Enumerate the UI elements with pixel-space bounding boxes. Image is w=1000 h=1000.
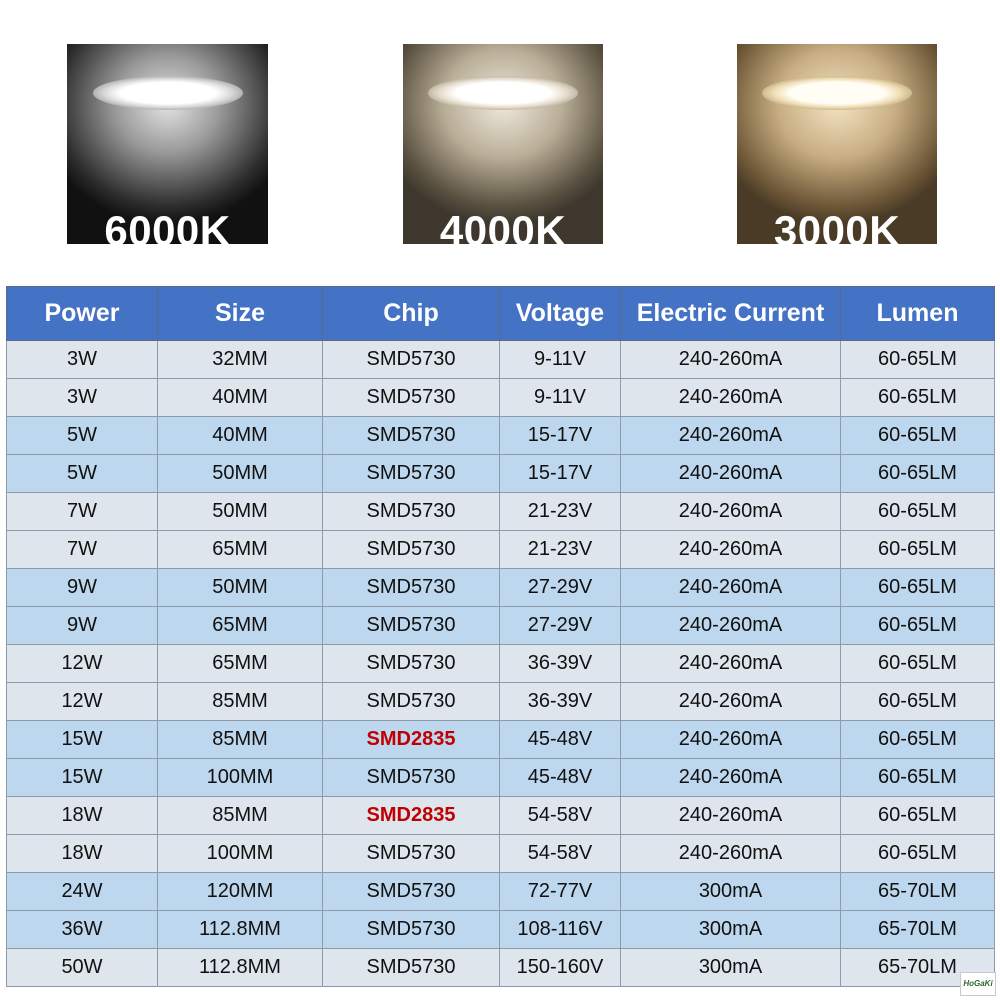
size-cell: 85MM [158, 683, 323, 721]
power-cell: 5W [7, 417, 158, 455]
table-row [7, 493, 995, 531]
header-chip: Chip [323, 287, 500, 341]
power-cell: 15W [7, 759, 158, 797]
downlight-ring [428, 76, 578, 110]
lumen-cell: 60-65LM [841, 417, 995, 455]
lumen-cell: 60-65LM [841, 759, 995, 797]
voltage-cell: 9-11V [500, 341, 621, 379]
voltage-cell: 15-17V [500, 455, 621, 493]
table-row [7, 949, 995, 987]
lumen-cell: 60-65LM [841, 493, 995, 531]
table-row [7, 721, 995, 759]
chip-cell: SMD5730 [323, 455, 500, 493]
size-cell: 120MM [158, 873, 323, 911]
size-cell: 40MM [158, 417, 323, 455]
panel-4000k [403, 44, 603, 244]
lumen-cell: 60-65LM [841, 531, 995, 569]
power-cell: 7W [7, 531, 158, 569]
size-cell: 65MM [158, 645, 323, 683]
voltage-cell: 45-48V [500, 721, 621, 759]
lumen-cell: 60-65LM [841, 607, 995, 645]
voltage-cell: 15-17V [500, 417, 621, 455]
lumen-cell: 60-65LM [841, 797, 995, 835]
panel-6000k [67, 44, 268, 244]
lumen-cell: 60-65LM [841, 455, 995, 493]
current-cell: 300mA [621, 911, 841, 949]
header-electric-current: Electric Current [621, 287, 841, 341]
chip-cell: SMD5730 [323, 873, 500, 911]
current-cell: 240-260mA [621, 493, 841, 531]
lumen-cell: 60-65LM [841, 683, 995, 721]
lumen-cell: 60-65LM [841, 569, 995, 607]
voltage-cell: 21-23V [500, 493, 621, 531]
lumen-cell: 65-70LM [841, 911, 995, 949]
table-row [7, 835, 995, 873]
voltage-cell: 36-39V [500, 645, 621, 683]
current-cell: 240-260mA [621, 607, 841, 645]
chip-cell: SMD5730 [323, 493, 500, 531]
chip-cell: SMD5730 [323, 645, 500, 683]
voltage-cell: 108-116V [500, 911, 621, 949]
chip-cell: SMD2835 [323, 721, 500, 759]
power-cell: 24W [7, 873, 158, 911]
size-cell: 100MM [158, 759, 323, 797]
power-cell: 18W [7, 835, 158, 873]
size-cell: 112.8MM [158, 911, 323, 949]
power-cell: 3W [7, 341, 158, 379]
size-cell: 50MM [158, 569, 323, 607]
chip-cell: SMD5730 [323, 949, 500, 987]
downlight-ring [762, 76, 912, 110]
table-body [7, 341, 995, 987]
size-cell: 65MM [158, 607, 323, 645]
voltage-cell: 27-29V [500, 569, 621, 607]
table-row [7, 607, 995, 645]
power-cell: 36W [7, 911, 158, 949]
current-cell: 240-260mA [621, 683, 841, 721]
voltage-cell: 21-23V [500, 531, 621, 569]
chip-cell: SMD5730 [323, 569, 500, 607]
power-cell: 9W [7, 607, 158, 645]
table-row [7, 341, 995, 379]
voltage-cell: 54-58V [500, 797, 621, 835]
table-row [7, 873, 995, 911]
table-row [7, 759, 995, 797]
panel-6000k-label: 6000K [104, 207, 231, 244]
current-cell: 300mA [621, 949, 841, 987]
voltage-cell: 36-39V [500, 683, 621, 721]
size-cell: 50MM [158, 493, 323, 531]
header-lumen: Lumen [841, 287, 995, 341]
chip-cell: SMD5730 [323, 341, 500, 379]
voltage-cell: 9-11V [500, 379, 621, 417]
size-cell: 32MM [158, 341, 323, 379]
chip-cell: SMD5730 [323, 759, 500, 797]
current-cell: 240-260mA [621, 759, 841, 797]
power-cell: 12W [7, 683, 158, 721]
panel-3000k-label: 3000K [773, 207, 901, 244]
lumen-cell: 65-70LM [841, 873, 995, 911]
current-cell: 240-260mA [621, 835, 841, 873]
current-cell: 240-260mA [621, 455, 841, 493]
lumen-cell: 65-70LM [841, 949, 995, 987]
lumen-cell: 60-65LM [841, 645, 995, 683]
current-cell: 240-260mA [621, 417, 841, 455]
chip-cell: SMD2835 [323, 797, 500, 835]
current-cell: 240-260mA [621, 569, 841, 607]
voltage-cell: 150-160V [500, 949, 621, 987]
spec-table [6, 286, 995, 987]
size-cell: 65MM [158, 531, 323, 569]
table-row [7, 645, 995, 683]
voltage-cell: 45-48V [500, 759, 621, 797]
chip-cell: SMD5730 [323, 607, 500, 645]
size-cell: 85MM [158, 797, 323, 835]
voltage-cell: 27-29V [500, 607, 621, 645]
lumen-cell: 60-65LM [841, 721, 995, 759]
current-cell: 240-260mA [621, 341, 841, 379]
chip-cell: SMD5730 [323, 379, 500, 417]
current-cell: 300mA [621, 873, 841, 911]
table-row [7, 797, 995, 835]
power-cell: 3W [7, 379, 158, 417]
size-cell: 40MM [158, 379, 323, 417]
power-cell: 5W [7, 455, 158, 493]
panel-3000k [737, 44, 937, 244]
lumen-cell: 60-65LM [841, 341, 995, 379]
table-row [7, 683, 995, 721]
chip-cell: SMD5730 [323, 417, 500, 455]
table-row [7, 417, 995, 455]
voltage-cell: 54-58V [500, 835, 621, 873]
table-row [7, 911, 995, 949]
chip-cell: SMD5730 [323, 911, 500, 949]
lumen-cell: 60-65LM [841, 379, 995, 417]
size-cell: 100MM [158, 835, 323, 873]
power-cell: 9W [7, 569, 158, 607]
current-cell: 240-260mA [621, 531, 841, 569]
header-voltage: Voltage [500, 287, 621, 341]
table-row [7, 379, 995, 417]
lumen-cell: 60-65LM [841, 835, 995, 873]
size-cell: 85MM [158, 721, 323, 759]
chip-cell: SMD5730 [323, 835, 500, 873]
downlight-ring [93, 76, 243, 110]
table-header-row [7, 287, 995, 341]
header-power: Power [7, 287, 158, 341]
table-row [7, 569, 995, 607]
current-cell: 240-260mA [621, 797, 841, 835]
size-cell: 112.8MM [158, 949, 323, 987]
table-row [7, 455, 995, 493]
power-cell: 15W [7, 721, 158, 759]
current-cell: 240-260mA [621, 645, 841, 683]
power-cell: 18W [7, 797, 158, 835]
chip-cell: SMD5730 [323, 683, 500, 721]
voltage-cell: 72-77V [500, 873, 621, 911]
header-size: Size [158, 287, 323, 341]
power-cell: 12W [7, 645, 158, 683]
brand-logo: HoGaKi [960, 972, 996, 996]
size-cell: 50MM [158, 455, 323, 493]
current-cell: 240-260mA [621, 721, 841, 759]
power-cell: 7W [7, 493, 158, 531]
panel-4000k-label: 4000K [439, 207, 567, 244]
current-cell: 240-260mA [621, 379, 841, 417]
power-cell: 50W [7, 949, 158, 987]
table-row [7, 531, 995, 569]
chip-cell: SMD5730 [323, 531, 500, 569]
